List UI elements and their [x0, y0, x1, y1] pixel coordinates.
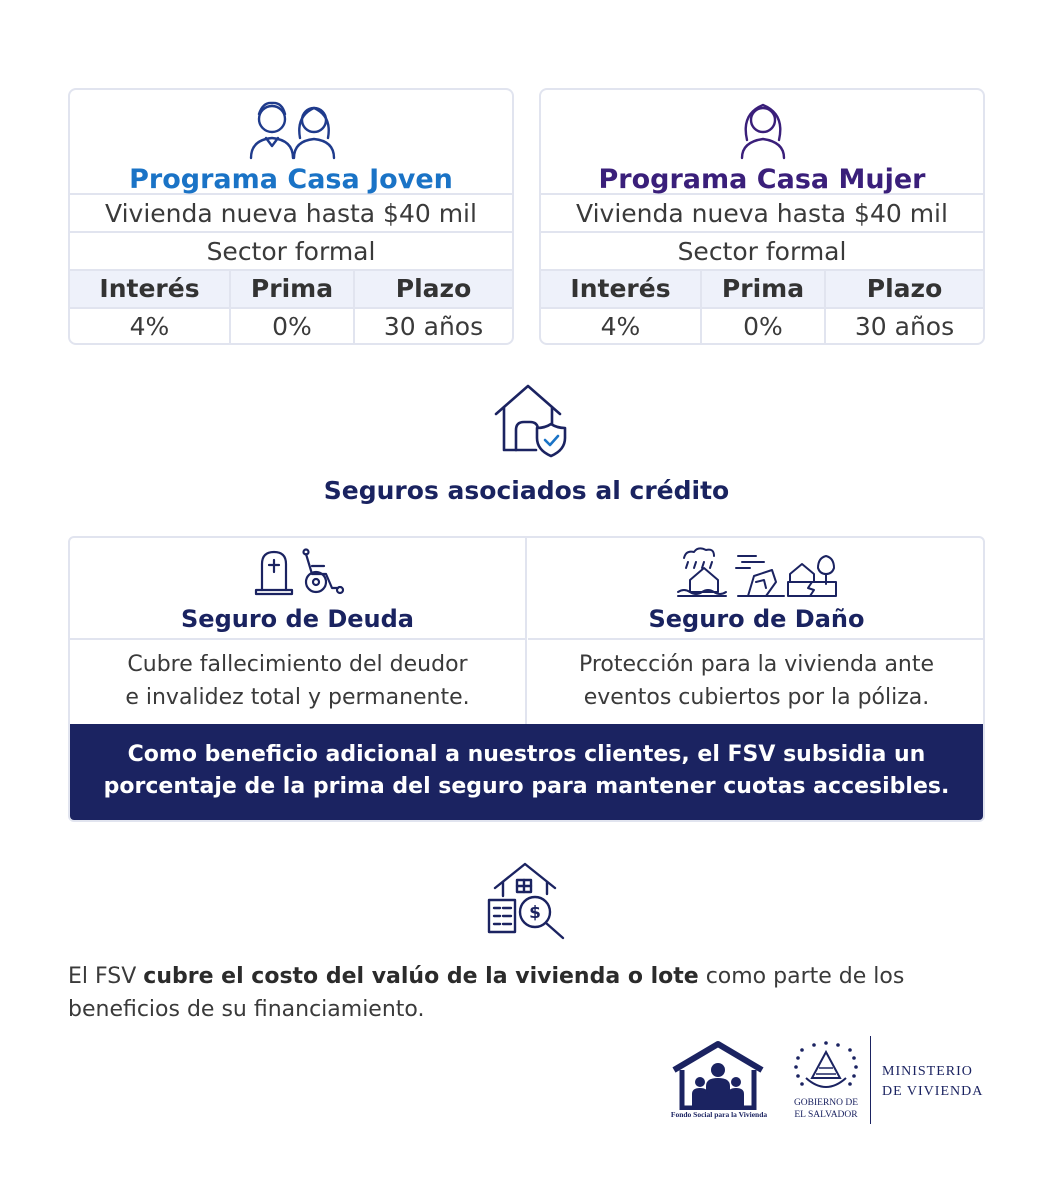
description-line: Cubre fallecimiento del deudor	[127, 652, 468, 677]
program-card-casa-joven	[68, 88, 514, 345]
insurance-debt-icons	[70, 538, 525, 600]
government-seal	[790, 1040, 862, 1126]
insurance-debt-title: Seguro de Deuda	[70, 600, 525, 640]
tombstone-icon	[256, 552, 292, 594]
gov-line-2: EL SALVADOR	[794, 1110, 858, 1120]
header-plazo: Plazo	[866, 274, 943, 303]
ministry-line-2: DE VIVIENDA	[882, 1084, 984, 1099]
woman-icon	[541, 90, 983, 165]
insurance-damage-column	[528, 538, 985, 724]
fsv-logo	[670, 1040, 766, 1122]
program-title: Programa Casa Mujer	[541, 165, 983, 195]
insurance-damage-title: Seguro de Daño	[528, 600, 985, 640]
wheelchair-icon	[304, 550, 344, 594]
value-plazo: 30 años	[383, 312, 484, 341]
earthquake-icon	[788, 556, 836, 596]
value-plazo: 30 años	[854, 312, 955, 341]
insurance-debt-column	[70, 538, 527, 724]
header-interes: Interés	[541, 271, 702, 307]
program-line-sector: Sector formal	[70, 233, 512, 271]
flood-house-icon	[678, 548, 726, 596]
value-prima: 0%	[231, 309, 355, 345]
house-valuation-icon	[485, 860, 570, 942]
appraisal-text	[68, 960, 998, 1026]
insurance-damage-description	[528, 640, 985, 714]
program-line-sector: Sector formal	[541, 233, 983, 271]
ministry-logo-text	[882, 1062, 1002, 1102]
description-line: Protección para la vivienda ante	[578, 652, 935, 677]
description-line: e invalidez total y permanente.	[125, 685, 470, 710]
footer-divider	[870, 1036, 871, 1124]
header-plazo: Plazo	[395, 274, 472, 303]
program-line-price: Vivienda nueva hasta $40 mil	[70, 195, 512, 233]
appraisal-text-pre: El FSV	[68, 964, 144, 989]
young-couple-icon	[70, 90, 512, 165]
terms-value-row	[70, 309, 512, 345]
header-prima: Prima	[231, 271, 355, 307]
header-interes: Interés	[70, 271, 231, 307]
insurance-section-title: Seguros asociados al crédito	[323, 476, 730, 505]
appraisal-text-bold: cubre el costo del valúo de la vivienda o lote	[143, 964, 699, 989]
terms-header-row	[541, 271, 983, 309]
terms-header-row	[70, 271, 512, 309]
benefit-banner	[70, 724, 983, 820]
program-card-casa-mujer	[539, 88, 985, 345]
program-line-price: Vivienda nueva hasta $40 mil	[541, 195, 983, 233]
insurance-damage-icons	[528, 538, 985, 600]
gov-line-1: GOBIERNO DE	[793, 1098, 859, 1108]
svg-text:$: $	[529, 903, 541, 923]
insurance-table	[68, 536, 985, 822]
value-interes: 4%	[70, 309, 231, 345]
ministry-line-1: MINISTERIO	[882, 1064, 973, 1079]
header-prima: Prima	[702, 271, 826, 307]
terms-value-row	[541, 309, 983, 345]
benefit-line: Como beneficio adicional a nuestros clientes, el FSV subsidia un	[127, 742, 926, 767]
description-line: eventos cubiertos por la póliza.	[583, 685, 930, 710]
insurance-debt-description	[70, 640, 525, 714]
appraisal-text-post: como parte de los beneficios de su financiamiento.	[68, 964, 905, 1022]
house-shield-icon	[490, 380, 570, 460]
benefit-line: porcentaje de la prima del seguro para mantener cuotas accesibles.	[103, 774, 950, 799]
storm-house-icon	[736, 556, 784, 596]
value-interes: 4%	[541, 309, 702, 345]
program-title: Programa Casa Joven	[70, 165, 512, 195]
fsv-caption: Fondo Social para la Vivienda	[670, 1110, 768, 1119]
value-prima: 0%	[702, 309, 826, 345]
